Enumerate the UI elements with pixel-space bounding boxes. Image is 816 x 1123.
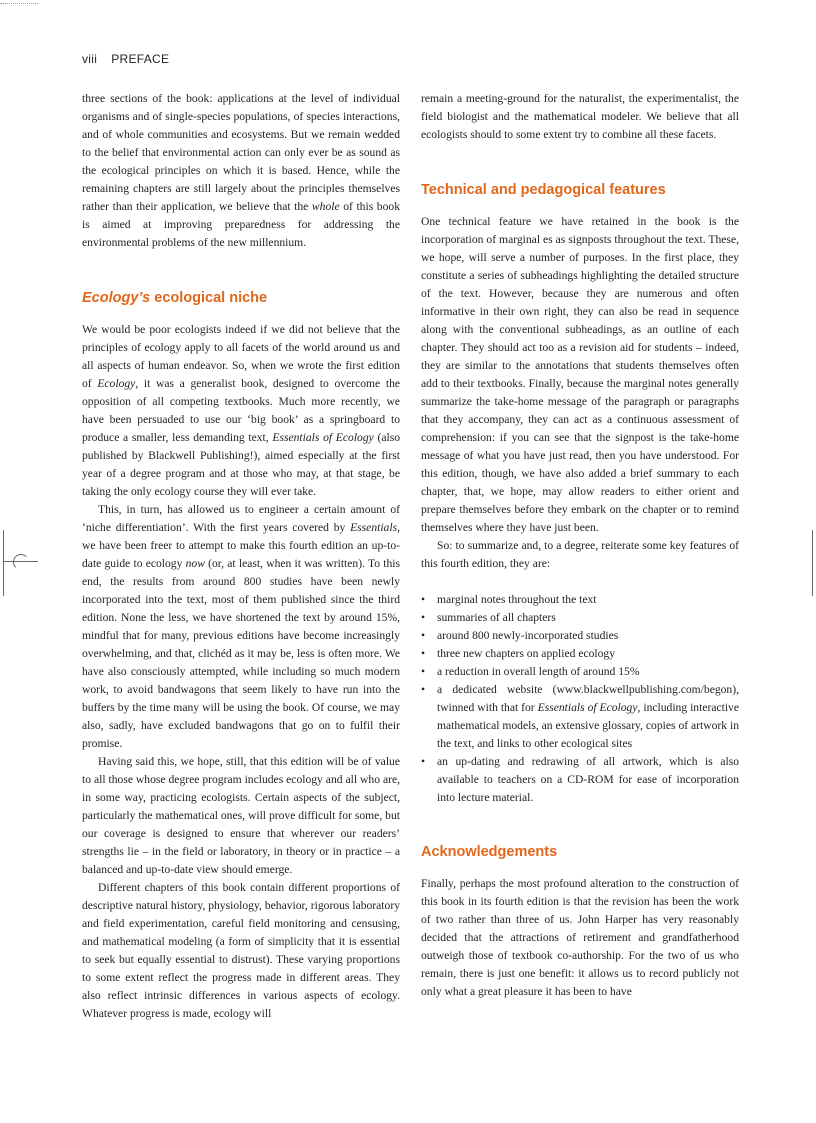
paragraph: So: to summarize and, to a degree, reiterate some key features of this fourth edition, they are: <box>421 539 739 570</box>
paragraph: Different chapters of this book contain different proportions of descriptive natural history, physiology, behavior, rigorous laboratory and field experimentation, careful field monitoring and censusing, and mathematical modeling (a form of simplicity that it is essential to seek but equally essential to distrust). These varying proportions to some extent reflect the progress made in different areas. They also reflect intrinsic differences in various aspects of ecology. Whatever progress is made, ecology will <box>82 881 400 1020</box>
paragraph: Having said this, we hope, still, that this edition will be of value to all those whose degree program includes ecology and all who are, in some way, practicing ecologists. Certain aspects of the subject, particularly the mathematical ones, will prove difficult for some, but our coverage is designed to ensure that wherever our readers’ strengths lie – in the field or laboratory, in theory or in practice – a balanced and up-to-date view should emerge. <box>82 755 400 876</box>
section-heading-technical: Technical and pedagogical features <box>421 182 666 198</box>
paragraph: We would be poor ecologists indeed if we did not believe that the principles of ecology apply to all facets of the world around us and all aspects of human endeavor. So, when we wrote the first edition of Ecology, it was a generalist book, designed to overcome the opposition of all competing textbooks. Much more recently, we have been persuaded to use our ‘big book’ as a springboard to produce a smaller, less demanding text, Essentials of Ecology (also published by Blackwell Publishing!), aimed especially at the first year of a degree program and at those who may, at that stage, be taking the only ecology course they will ever take. <box>82 323 401 498</box>
running-head <box>82 52 169 66</box>
paragraph: One technical feature we have retained in the book is the incorporation of marginal es as signposts throughout the text. These, we hope, will serve a number of purposes. In the first place, they constitute a series of subheadings highlighting the detailed structure of the text. However, because they are numerous and often informative in their own right, they can also be read in sequence along with the conventional subheadings, as an outline of each chapter. They should act too as a revision aid for students – indeed, they are similar to the annotations that students themselves often add to their textbooks. Finally, because the marginal notes generally summarize the take-home message of the paragraph or paragraphs that they accompany, they can act as a continuous assessment of comprehension: if you can see that the signpost is the take-home message of what you have just read, then you have understood. For this edition, though, we have also added a brief summary to each chapter, that, we hope, may allow readers to either orient and prepare themselves before they embark on the chapter or to remind themselves where they have just been. <box>421 215 739 534</box>
crop-mark-right-line <box>812 530 813 596</box>
section-title: PREFACE <box>111 52 170 66</box>
registration-mark <box>0 552 38 572</box>
list-item: • summaries of all chapters <box>421 611 556 624</box>
left-column <box>82 90 400 1023</box>
right-column <box>421 90 739 1001</box>
paragraph: Finally, perhaps the most profound alteration to the construction of this book in its fourth edition is that the revision has been the work of two rather than three of us. John Harper has very reasonably decided that the attractions of retirement and grandfatherhood outweigh those of textbook co-authorship. For the two of us who remain, there is just one benefit: it allows us to record publicly not only what a great pleasure it has been to have <box>421 877 739 998</box>
paragraph: This, in turn, has allowed us to engineer a certain amount of ‘niche differentiation’. With the first years covered by Essentials, we have been freer to attempt to make this fourth edition an up-to-date guide to ecology now (or, at least, when it was written). To this end, the results from around 800 studies have been newly incorporated into the text, most of them published since the third edition. None the less, we have shortened the text by around 15%, mindful that for many, previous editions have become increasingly overwhelming, and that, clichéd as it may be, less is often more. We have also consciously attempted, while including so much modern work, to avoid bandwagons that seem likely to have run into the buffers by the time many will be using the book. Of course, we may also, sadly, have excluded bandwagons that go on to fulfil their promise. <box>82 503 400 750</box>
section-heading-acknowledgements: Acknowledgements <box>421 844 558 860</box>
list-item: • marginal notes throughout the text <box>421 593 597 606</box>
section-heading-niche: Ecology’s ecological niche <box>82 290 268 306</box>
paragraph: remain a meeting-ground for the naturalist, the experimentalist, the field biologist and the mathematical modeler. We believe that all ecologists should to some extent try to combine all these facets. <box>421 92 739 141</box>
list-item: • a reduction in overall length of around 15% <box>421 665 640 678</box>
list-item: • around 800 newly-incorporated studies <box>421 629 619 642</box>
list-item: • a dedicated website (www.blackwellpublishing.com/begon), twinned with that for Essentials of Ecology, including interactive mathematical models, an extensive glossary, copies of artwork in the text, and links to other ecological sites <box>421 683 739 750</box>
list-item: • an up-dating and redrawing of all artwork, which is also available to teachers on a CD-ROM for ease of incorporation into lecture material. <box>421 755 739 804</box>
paragraph: three sections of the book: applications at the level of individual organisms and of single-species populations, of species interactions, and of whole communities and ecosystems. But we remain wedded to the belief that environmental action can only ever be as sound as the ecological principles on which it is based. Hence, while the remaining chapters are still largely about the principles themselves rather than their application, we believe that the whole of this book is aimed at improving preparedness for addressing the environmental problems of the new millennium. <box>82 92 400 249</box>
feature-list <box>421 591 739 807</box>
list-item: • three new chapters on applied ecology <box>421 647 616 660</box>
page-number: viii <box>82 52 98 66</box>
crop-mark-top <box>0 0 38 4</box>
